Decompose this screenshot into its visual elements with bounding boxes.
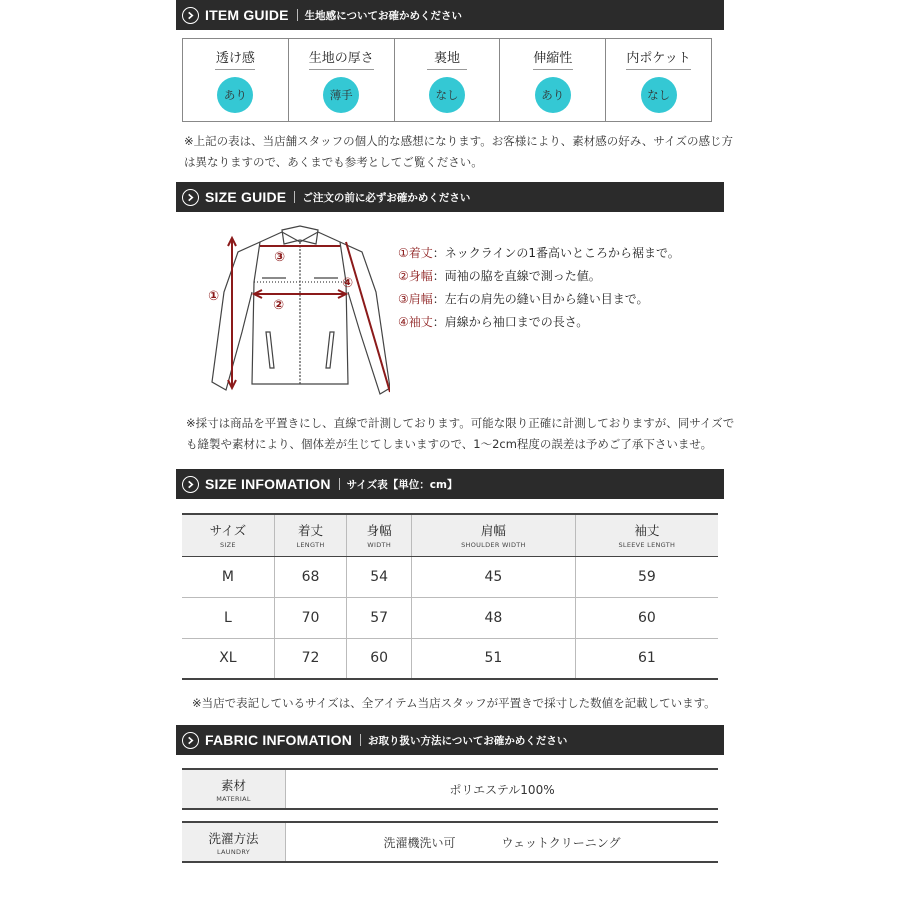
guide-value-badge: 薄手 (323, 77, 359, 113)
column-header: 肩幅 SHOULDER WIDTH (412, 514, 576, 556)
table-cell: 68 (274, 556, 346, 597)
guide-label: 生地の厚さ (309, 47, 374, 70)
jacket-measurement-diagram (190, 222, 390, 402)
sleeve-line (346, 242, 390, 392)
marker-1: ① (208, 289, 220, 304)
note-line: は異なりますので、あくまでも参考としてご覧ください。 (184, 155, 483, 169)
size-guide-legend (398, 242, 680, 334)
chevron-right-circle-icon (182, 732, 199, 749)
fabric-info-title: FABRIC INFOMATION (205, 732, 353, 748)
legend-item: ①着丈：ネックラインの1番高いところから裾まで。 (398, 246, 680, 260)
laundry-value-cell (286, 823, 718, 861)
table-row (182, 556, 718, 597)
guide-label: 伸縮性 (533, 47, 573, 70)
note-line: ※採寸は商品を平置きにし、直線で計測しております。可能な限り正確に計測しておりますが、同サイズで (186, 416, 735, 430)
guide-value-badge: なし (641, 77, 677, 113)
table-cell: 51 (412, 638, 576, 679)
marker-2: ② (273, 298, 285, 313)
table-cell: 60 (347, 638, 412, 679)
legend-item: ②身幅：両袖の脇を直線で測った値。 (398, 269, 601, 283)
item-guide-grid (182, 38, 712, 122)
material-label-cell (182, 770, 286, 808)
size-table (182, 513, 718, 680)
table-cell: 57 (347, 597, 412, 638)
size-info-subtitle: サイズ表【単位：cm】 (346, 478, 458, 491)
size-guide-subtitle: ご注文の前に必ずお確かめください (302, 191, 471, 204)
guide-value-badge: なし (429, 77, 465, 113)
item-guide-note (184, 131, 733, 173)
table-cell: XL (182, 638, 274, 679)
guide-cell-thickness (289, 39, 395, 121)
size-guide-header (176, 182, 724, 212)
material-row (182, 768, 718, 810)
material-label: 素材 (220, 777, 246, 793)
guide-label: 透け感 (215, 47, 255, 70)
header-divider (294, 191, 295, 203)
guide-label: 裏地 (427, 47, 467, 70)
table-cell: M (182, 556, 274, 597)
guide-cell-stretch (500, 39, 606, 121)
marker-4: ④ (342, 276, 354, 291)
column-header: 身幅 WIDTH (347, 514, 412, 556)
table-cell: 61 (575, 638, 718, 679)
marker-3: ③ (274, 250, 286, 265)
header-divider (339, 478, 340, 490)
table-cell: 70 (274, 597, 346, 638)
table-cell: 45 (412, 556, 576, 597)
jacket-outline (212, 226, 390, 394)
guide-label: 内ポケット (626, 47, 690, 70)
chevron-right-circle-icon (182, 189, 199, 206)
laundry-label-cell (182, 823, 286, 861)
item-guide-header (176, 0, 724, 30)
table-cell: 48 (412, 597, 576, 638)
item-guide-subtitle: 生地感についてお確かめください (304, 9, 462, 22)
table-row (182, 638, 718, 679)
size-info-title: SIZE INFOMATION (205, 476, 331, 492)
size-info-note: ※当店で表記しているサイズは、全アイテム当店スタッフが平置きで採寸した数値を記載しています。 (192, 696, 716, 710)
table-cell: L (182, 597, 274, 638)
material-label-en: MATERIAL (216, 794, 251, 803)
header-divider (297, 9, 298, 21)
laundry-row (182, 821, 718, 863)
guide-value-badge: あり (535, 77, 571, 113)
laundry-label: 洗濯方法 (208, 830, 259, 846)
table-cell: 60 (575, 597, 718, 638)
laundry-value-wet-cleaning: ウェットクリーニング (501, 835, 621, 850)
chevron-right-circle-icon (182, 7, 199, 24)
fabric-info-header (176, 725, 724, 755)
material-value-cell (286, 770, 718, 808)
column-header: 袖丈 SLEEVE LENGTH (575, 514, 718, 556)
guide-cell-transparency (183, 39, 289, 121)
legend-item: ④袖丈：肩線から袖口までの長さ。 (398, 315, 589, 329)
column-header: サイズ SIZE (182, 514, 274, 556)
size-guide-note (186, 413, 734, 455)
guide-cell-lining (395, 39, 501, 121)
item-guide-title: ITEM GUIDE (205, 7, 289, 23)
column-header: 着丈 LENGTH (274, 514, 346, 556)
size-table-header-row (182, 514, 718, 556)
guide-value-badge: あり (217, 77, 253, 113)
laundry-value-machine-wash: 洗濯機洗い可 (383, 835, 456, 850)
note-line: も縫製や素材により、個体差が生じてしまいますので、1～2cm程度の誤差は予めご了承下さいませ。 (186, 437, 713, 451)
chevron-right-circle-icon (182, 476, 199, 493)
note-line: ※上記の表は、当店舗スタッフの個人的な感想になります。お客様により、素材感の好み、サイズの感じ方 (184, 134, 733, 148)
laundry-label-en: LAUNDRY (216, 847, 250, 856)
header-divider (360, 734, 361, 746)
material-value: ポリエステル100% (449, 782, 555, 797)
table-cell: 72 (274, 638, 346, 679)
legend-item: ③肩幅：左右の肩先の縫い目から縫い目まで。 (398, 292, 649, 306)
table-cell: 59 (575, 556, 718, 597)
table-cell: 54 (347, 556, 412, 597)
guide-cell-inner-pocket (606, 39, 711, 121)
table-row (182, 597, 718, 638)
size-info-header (176, 469, 724, 499)
size-guide-title: SIZE GUIDE (205, 189, 287, 205)
fabric-info-subtitle: お取り扱い方法についてお確かめください (368, 734, 568, 747)
